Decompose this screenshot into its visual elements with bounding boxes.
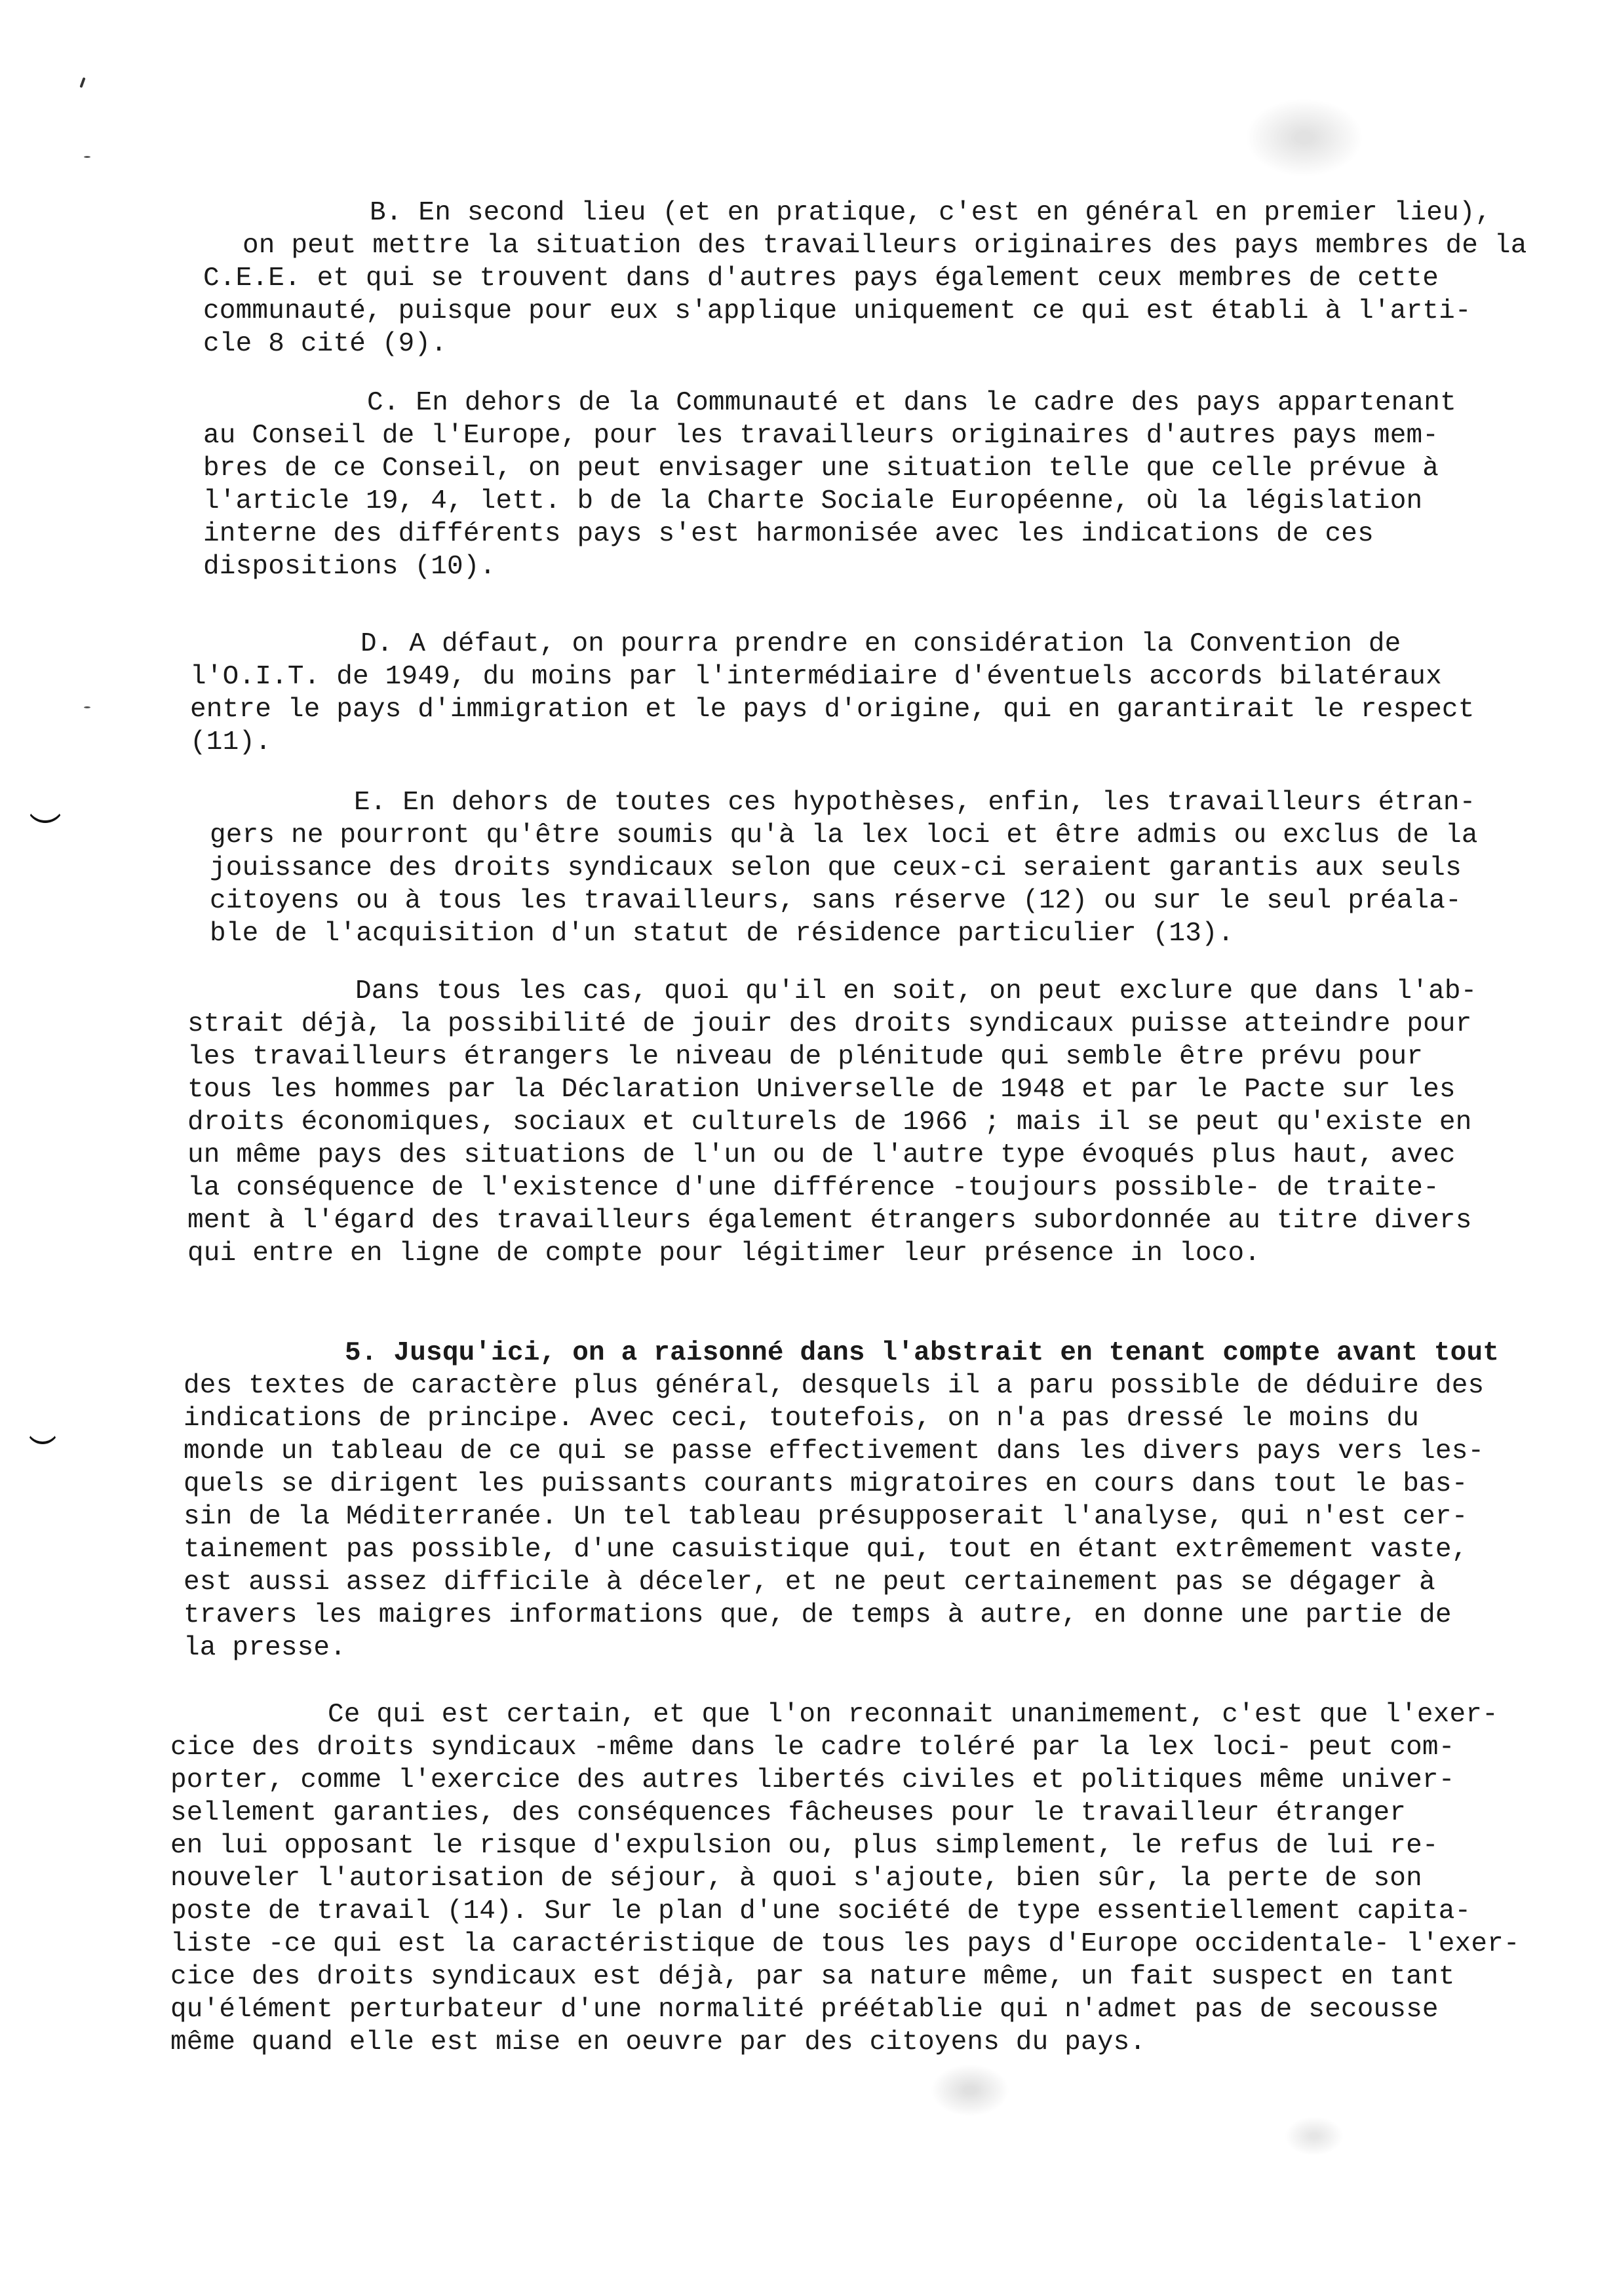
- text-line: porter, comme l'exercice des autres libertés civiles et politiques même univer-: [170, 1765, 1455, 1795]
- text-line: C. En dehors de la Communauté et dans le cadre des pays appartenant: [367, 388, 1456, 418]
- text-line: monde un tableau de ce qui se passe effectivement dans les divers pays vers les-: [184, 1436, 1485, 1466]
- scan-mark: [79, 77, 85, 88]
- binding-hole-mark: [26, 1422, 59, 1444]
- binding-hole-mark: [26, 801, 64, 823]
- text-line: l'O.I.T. de 1949, du moins par l'intermédiaire d'éventuels accords bilatéraux: [190, 662, 1442, 692]
- text-line: tous les hommes par la Déclaration Universelle de 1948 et par le Pacte sur les: [187, 1075, 1456, 1105]
- text-line: on peut mettre la situation des travailleurs originaires des pays membres de la: [243, 231, 1527, 261]
- text-line: des textes de caractère plus général, desquels il a paru possible de déduire des: [184, 1371, 1485, 1401]
- text-line: les travailleurs étrangers le niveau de plénitude qui semble être prévu pour: [187, 1042, 1424, 1072]
- text-line: un même pays des situations de l'un ou de l'autre type évoqués plus haut, avec: [187, 1140, 1456, 1170]
- paragraph-b: [170, 197, 1527, 360]
- text-line: entre le pays d'immigration et le pays d'origine, qui en garantirait le respect: [190, 695, 1475, 725]
- text-line: Ce qui est certain, et que l'on reconnait unanimement, c'est que l'exer-: [328, 1700, 1498, 1730]
- scan-speck: [1285, 2116, 1344, 2156]
- text-fragment: gers ne pourront qu'être soumis qu'à la lex loci et être admis ou exclus de la: [210, 820, 1478, 851]
- text-line: D. A défaut, on pourra prendre en considération la Convention de: [360, 629, 1401, 659]
- text-line: bres de ce Conseil, on peut envisager une situation telle que celle prévue à: [203, 453, 1439, 484]
- paragraph-h: [170, 1698, 1520, 2059]
- text-line: (11).: [190, 727, 272, 757]
- text-line: tainement pas possible, d'une casuistique qui, tout en étant extrêmement vaste,: [184, 1535, 1468, 1565]
- paragraph-f: [170, 975, 1481, 1270]
- text-line: [170, 819, 1481, 852]
- text-line: B. En second lieu (et en pratique, c'est en général en premier lieu),: [370, 198, 1492, 228]
- text-line: cle 8 cité (9).: [203, 329, 448, 359]
- text-line: Dans tous les cas, quoi qu'il en soit, on peut exclure que dans l'ab-: [355, 976, 1477, 1006]
- text-line: l'article 19, 4, lett. b de la Charte Sociale Européenne, où la législation: [203, 486, 1423, 516]
- text-line: cice des droits syndicaux est déjà, par sa nature même, un fait suspect en tant: [170, 1962, 1455, 1992]
- text-line: en lui opposant le risque d'expulsion ou, plus simplement, le refus de lui re-: [170, 1831, 1439, 1861]
- text-line: poste de travail (14). Sur le plan d'une société de type essentiellement capita-: [170, 1896, 1471, 1926]
- text-line: sin de la Méditerranée. Un tel tableau présupposerait l'analyse, qui n'est cer-: [184, 1502, 1468, 1532]
- paragraph-section-5: [170, 1337, 1500, 1664]
- text-line: quels se dirigent les puissants courants migratoires en cours dans tout le bas-: [184, 1469, 1468, 1499]
- text-line: même quand elle est mise en oeuvre par des citoyens du pays.: [170, 2027, 1146, 2057]
- text-line: sellement garanties, des conséquences fâcheuses pour le travailleur étranger: [170, 1798, 1407, 1828]
- text-line: est aussi assez difficile à déceler, et ne peut certainement pas se dégager à: [184, 1567, 1435, 1598]
- text-line: E. En dehors de toutes ces hypothèses, enfin, les travailleurs étran-: [354, 788, 1476, 818]
- text-line: ble de l'acquisition d'un statut de résidence particulier (13).: [210, 919, 1234, 949]
- text-line: la presse.: [184, 1633, 347, 1663]
- scan-speck: [1245, 98, 1363, 177]
- text-line: communauté, puisque pour eux s'applique uniquement ce qui est établi à l'arti-: [203, 296, 1471, 326]
- paragraph-e: [170, 786, 1481, 950]
- paragraph-c: [170, 387, 1481, 583]
- scan-speck: [931, 2064, 1009, 2116]
- text-line: qu'élément perturbateur d'une normalité préétablie qui n'admet pas de secousse: [170, 1995, 1439, 2025]
- text-line: ment à l'égard des travailleurs également étrangers subordonnée au titre divers: [187, 1206, 1472, 1236]
- text-line: cice des droits syndicaux -même dans le cadre toléré par la lex loci- peut com-: [170, 1732, 1455, 1763]
- scan-mark: [84, 156, 90, 158]
- text-line: citoyens ou à tous les travailleurs, sans réserve (12) ou sur le seul préala-: [210, 886, 1462, 916]
- text-line: droits économiques, sociaux et culturels de 1966 ; mais il se peut qu'existe en: [187, 1107, 1472, 1138]
- text-line: travers les maigres informations que, de temps à autre, en donne une partie de: [184, 1600, 1452, 1630]
- text-line: la conséquence de l'existence d'une différence -toujours possible- de traite-: [187, 1173, 1439, 1203]
- text-line: au Conseil de l'Europe, pour les travailleurs originaires d'autres pays mem-: [203, 421, 1439, 451]
- text-line: qui entre en ligne de compte pour légitimer leur présence in loco.: [187, 1238, 1261, 1269]
- text-line: dispositions (10).: [203, 552, 496, 582]
- text-line: indications de principe. Avec ceci, toutefois, on n'a pas dressé le moins du: [184, 1404, 1420, 1434]
- paragraph-d: [170, 628, 1481, 759]
- text-line: C.E.E. et qui se trouvent dans d'autres pays également ceux membres de cette: [203, 263, 1439, 294]
- text-line: strait déjà, la possibilité de jouir des droits syndicaux puisse atteindre pour: [187, 1009, 1472, 1039]
- text-line: interne des différents pays s'est harmonisée avec les indications de ces: [203, 519, 1374, 549]
- scan-mark: [84, 706, 90, 708]
- text-line: jouissance des droits syndicaux selon que ceux-ci seraient garantis aux seuls: [210, 853, 1462, 883]
- text-line: liste -ce qui est la caractéristique de tous les pays d'Europe occidentale- l'exer-: [170, 1929, 1520, 1959]
- text-line: 5. Jusqu'ici, on a raisonné dans l'abstrait en tenant compte avant tout: [345, 1338, 1500, 1368]
- text-line: nouveler l'autorisation de séjour, à quoi s'ajoute, bien sûr, la perte de son: [170, 1864, 1422, 1894]
